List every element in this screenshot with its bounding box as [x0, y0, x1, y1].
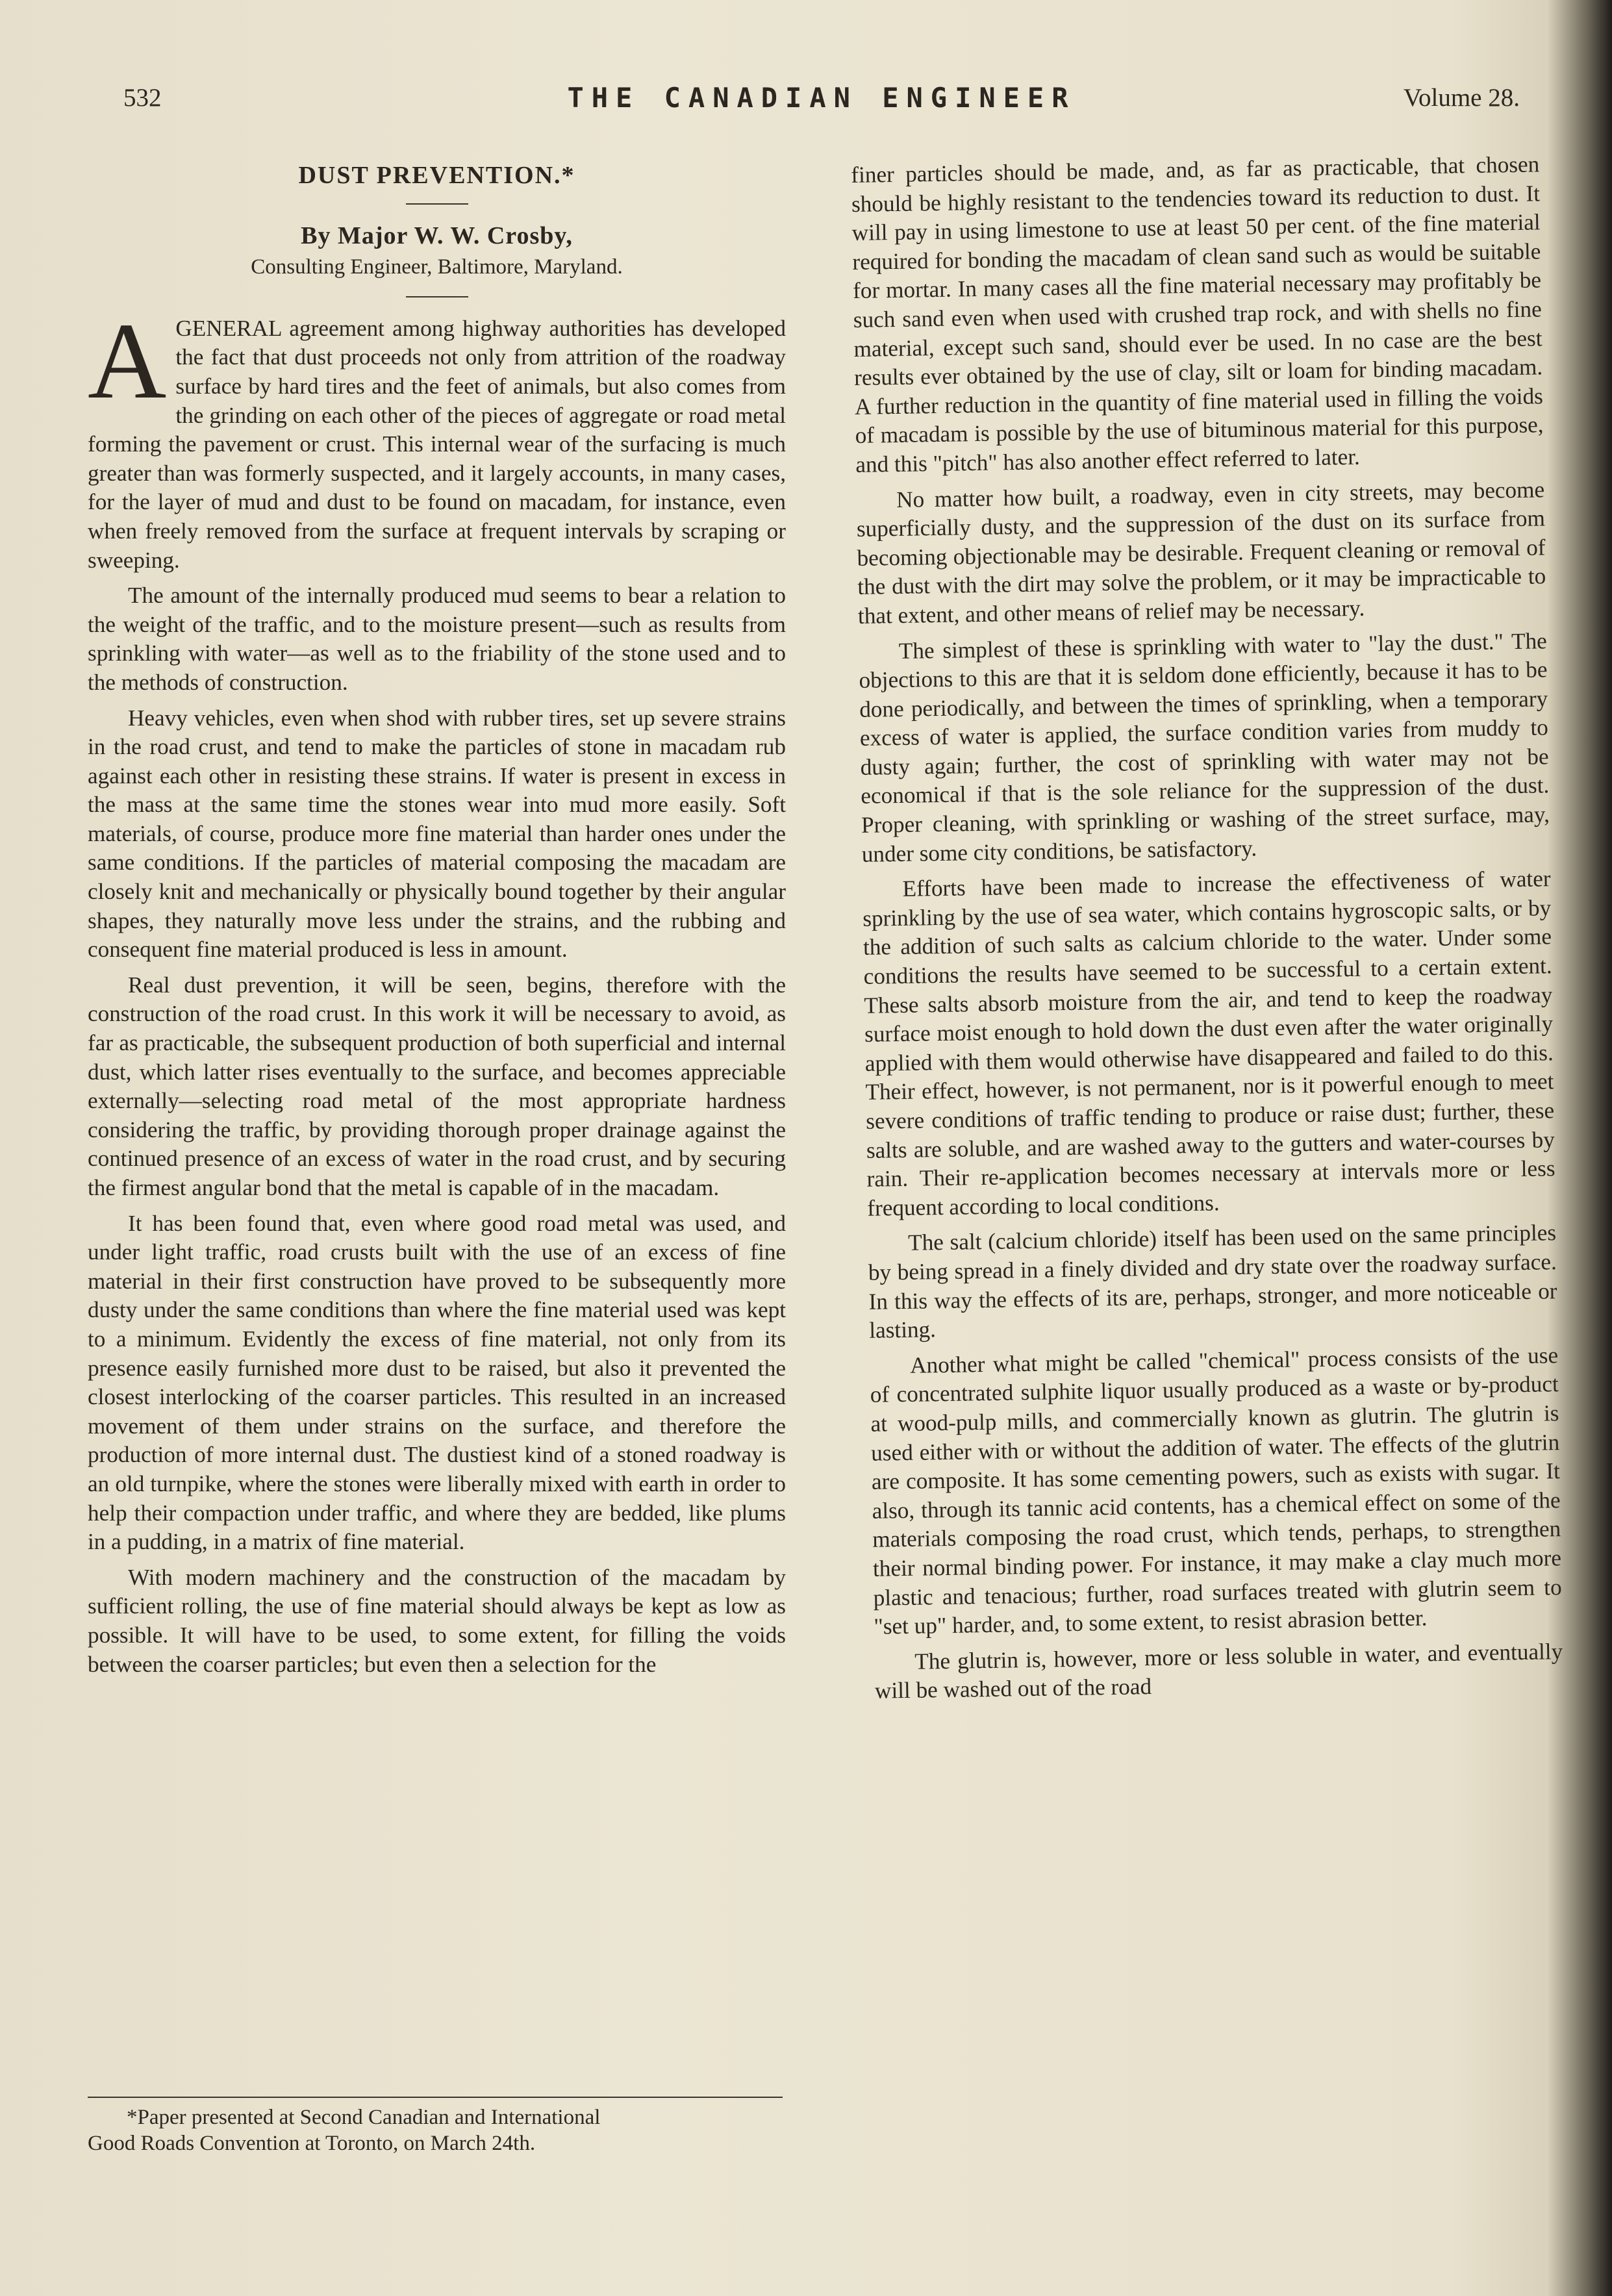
byline-rule — [406, 296, 468, 297]
footnote — [88, 2104, 789, 2156]
drop-cap: A — [88, 300, 167, 422]
first-paragraph — [88, 300, 786, 575]
affiliation: Consulting Engineer, Baltimore, Maryland. — [251, 255, 623, 279]
paragraph: Heavy vehicles, even when shod with rubber tires, set up severe strains in the road crust, and tend to make the particles of stone in macadam rub against each other in resisting these strains. If water is present in excess in the mass at the same time the stones wear into mud more easily. Soft materials, of course, produce more fine material than harder ones under the same conditions. If the particles of material composing the macadam are closely knit and mechanically or physically bound together by their angular shapes, they naturally move less under the strains, and the rubbing and consequent fine material produced is less in amount. — [88, 705, 786, 963]
right-column — [851, 150, 1563, 1712]
paragraph: The glutrin is, however, more or less soluble in water, and eventually will be washed out of the road — [874, 1638, 1563, 1704]
title-rule — [406, 203, 468, 205]
article-title: DUST PREVENTION.* — [298, 162, 575, 189]
paragraph: It has been found that, even where good road metal was used, and under light traffic, road crusts built with the use of an excess of fine material in their first construction have proved to be subsequently more dusty under the same conditions than where the fine material used was kept to a minimum. Evidently the excess of fine material, not only from its presence easily furnished more dust to be raised, but also it prevented the closest interlocking of the coarser particles. This resulted in an increased movement of them under strains on the surface, and therefore the production of more internal dust. The dustiest kind of a stoned roadway is an old turnpike, where the stones were liberally mixed with earth in order to help their compaction under traffic, and where they are bedded, like plums in a pudding, in a matrix of fine material. — [88, 1210, 786, 1555]
paragraph: With modern machinery and the construction of the macadam by sufficient rolling, the use of fine material should always be kept as low as possible. It will have to be used, to some extent, for filling the voids between the coarser particles; but even then a selection for the — [88, 1564, 786, 1677]
paragraph: No matter how built, a roadway, even in city streets, may become superficially dusty, and the suppression of the dust on its surface from becoming objectionable may be desirable. Frequent cleaning or removal of the dust with the dirt may solve the problem, or it may be impracticable to that extent, and other means of relief may be necessary. — [856, 476, 1546, 629]
byline: By Major W. W. Crosby, — [301, 221, 573, 249]
paragraph: finer particles should be made, and, as far as practicable, that chosen should be highly resistant to the tendencies toward its reduction to dust. It will pay in using limestone to use at least 50 per cent. of the fine material required for bonding the macadam of clean sand such as would be suitable for mortar. In many cases all the fine material necessary may profitably be such sand even when used with crushed trap rock, and with shells no fine material, except such sand, should ever be used. In no case are the best results ever obtained by the use of clay, silt or loam for binding macadam. A further reduction in the quantity of fine material used in filling the voids of macadam is possible by the use of bituminous material for this purpose, and this "pitch" has also another effect referred to later. — [851, 151, 1544, 477]
footnote-line: Good Roads Convention at Toronto, on March 24th. — [88, 2132, 536, 2155]
page-number: 532 — [123, 84, 162, 112]
left-column — [88, 161, 786, 1685]
paragraph: The salt (calcium chloride) itself has been used on the same principles by being spread in a finely divided and dry state over the roadway surface. In this way the effects of its are, perhaps, stronger, and more noticeable or lasting. — [868, 1220, 1557, 1343]
paragraph: The simplest of these is sprinkling with water to "lay the dust." The objections to this are that it is seldom done efficiently, because it has to be done periodically, and between the times of sprinkling, when a temporary excess of water is applied, the surface condition varies from muddy to dusty again; further, the cost of sprinkling with water may not be economical if that is the sole reliance for the suppression of the dust. Proper cleaning, with sprinkling or washing of the street surface, may, under some city conditions, be satisfactory. — [859, 627, 1550, 867]
footnote-line: *Paper presented at Second Canadian and International — [127, 2106, 601, 2129]
paragraph: Real dust prevention, it will be seen, begins, therefore with the construction of the road crust. In this work it will be necessary to avoid, as far as practicable, the subsequent production of both superficial and internal dust, which latter rises eventually to the surface, and becomes appreciable externally—selecting road metal of the most appropriate hardness considering the traffic, by providing thorough proper drainage against the continued presence of an excess of water in the road crust, and by securing the firmest angular bond that the metal is capable of in the macadam. — [88, 972, 786, 1200]
paragraph: The amount of the internally produced mud seems to bear a relation to the weight of the traffic, and to the moisture present—such as results from sprinkling with water—as well as to the friability of the stone used and to the methods of construction. — [88, 583, 786, 695]
running-header — [123, 83, 1520, 122]
volume-label: Volume 28. — [1403, 84, 1520, 112]
journal-title: THE CANADIAN ENGINEER — [567, 82, 1076, 114]
footnote-rule — [88, 2097, 783, 2098]
paragraph: Efforts have been made to increase the effectiveness of water sprinkling by the use of sea water, which contains hygroscopic salts, or by the addition of such salts as calcium chloride to the water. Under some conditions the results have seemed to be successful to a certain extent. These salts absorb moisture from the air, and tend to keep the roadway surface moist enough to hold down the dust even after the water originally applied with them would otherwise have disappeared and failed to do this. Their effect, however, is not permanent, nor is it powerful enough to meet severe conditions of traffic tending to produce or raise dust; further, these salts are soluble, and are washed away to the gutters and water-courses by rain. Their re-application becomes necessary at intervals more or less frequent according to local conditions. — [863, 866, 1555, 1221]
paragraph: GENERAL agreement among highway authorities has developed the fact that dust proceeds not only from attrition of the roadway surface by hard tires and the feet of animals, but also comes from the grinding on each other of the pieces of aggregate or road metal forming the pavement or crust. This internal wear of the surfacing is much greater than was formerly suspected, and it largely accounts, in many cases, for the layer of mud and dust to be found on macadam, for instance, even when freely removed from the surface at frequent intervals by scraping or sweeping. — [88, 315, 786, 573]
paragraph: Another what might be called "chemical" process consists of the use of concentrated sulphite liquor usually produced as a waste or by-product at wood-pulp mills, and commercially known as glutrin. The glutrin is used either with or without the addition of water. The effects of the glutrin are composite. It has some cementing powers, such as exists with sugar. It also, through its tannic acid contents, has a chemical effect on some of the materials composing the road crust, which tends, perhaps, to strengthen their normal binding power. For instance, it may make a clay much more plastic and tenacious; further, road surfaces treated with glutrin seem to "set up" harder, and, to some extent, to resist abrasion better. — [870, 1342, 1562, 1639]
